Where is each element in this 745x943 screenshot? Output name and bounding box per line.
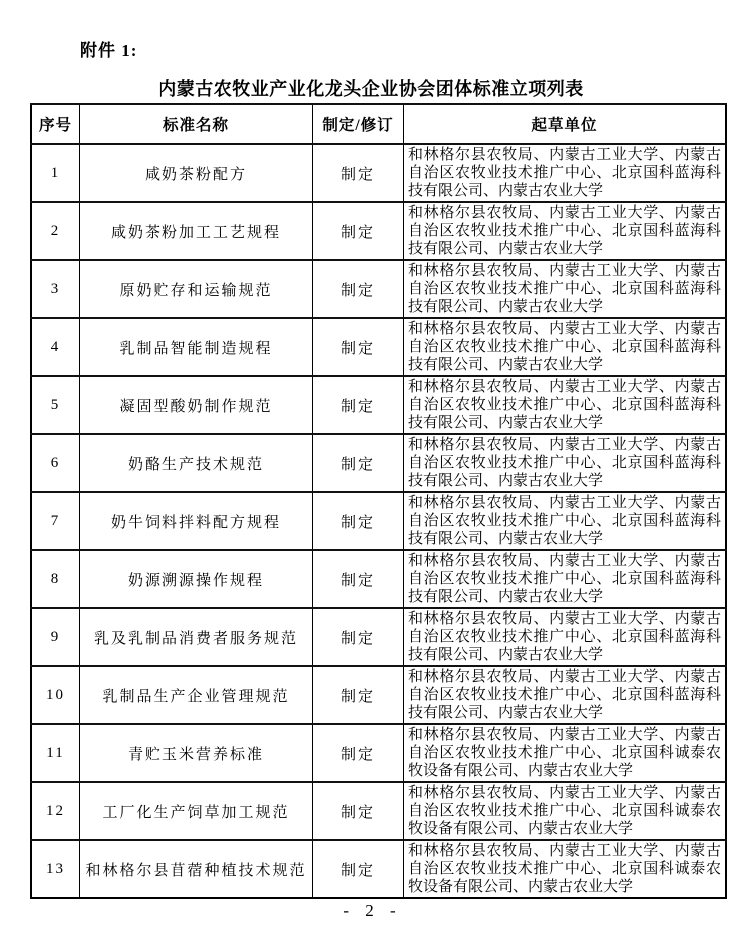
standard-name-cell: 乳制品智能制造规程 xyxy=(80,318,313,376)
drafting-unit-cell: 和林格尔县农牧局、内蒙古工业大学、内蒙古自治区农牧业技术推广中心、北京国科蓝海科技有限公司、内蒙古农业大学 xyxy=(404,376,727,434)
seq-cell: 9 xyxy=(31,608,80,666)
page-title: 内蒙古农牧业产业化龙头企业协会团体标准立项列表 xyxy=(158,79,584,99)
table-row xyxy=(31,608,726,666)
standard-name-cell: 原奶贮存和运输规范 xyxy=(80,260,313,318)
drafting-unit-cell: 和林格尔县农牧局、内蒙古工业大学、内蒙古自治区农牧业技术推广中心、北京国科蓝海科技有限公司、内蒙古农业大学 xyxy=(404,318,727,376)
seq-cell: 13 xyxy=(31,840,80,898)
drafting-unit-cell: 和林格尔县农牧局、内蒙古工业大学、内蒙古自治区农牧业技术推广中心、北京国科诚泰农牧设备有限公司、内蒙古农业大学 xyxy=(404,782,727,840)
drafting-unit-cell: 和林格尔县农牧局、内蒙古工业大学、内蒙古自治区农牧业技术推广中心、北京国科诚泰农牧设备有限公司、内蒙古农业大学 xyxy=(404,724,727,782)
table-row xyxy=(31,840,726,898)
table-row xyxy=(31,492,726,550)
table-row xyxy=(31,782,726,840)
standard-name-cell: 凝固型酸奶制作规范 xyxy=(80,376,313,434)
drafting-unit-cell: 和林格尔县农牧局、内蒙古工业大学、内蒙古自治区农牧业技术推广中心、北京国科蓝海科技有限公司、内蒙古农业大学 xyxy=(404,434,727,492)
seq-cell: 2 xyxy=(31,202,80,260)
table-row xyxy=(31,260,726,318)
column-header-standard-name: 标准名称 xyxy=(80,104,313,144)
seq-cell: 8 xyxy=(31,550,80,608)
seq-cell: 4 xyxy=(31,318,80,376)
drafting-unit-cell: 和林格尔县农牧局、内蒙古工业大学、内蒙古自治区农牧业技术推广中心、北京国科诚泰农牧设备有限公司、内蒙古农业大学 xyxy=(404,840,727,898)
column-header-seq: 序号 xyxy=(31,104,80,144)
formulate-cell: 制定 xyxy=(313,202,404,260)
seq-cell: 11 xyxy=(31,724,80,782)
standard-name-cell: 咸奶茶粉配方 xyxy=(80,144,313,202)
seq-cell: 5 xyxy=(31,376,80,434)
formulate-cell: 制定 xyxy=(313,608,404,666)
table-row xyxy=(31,666,726,724)
table-row xyxy=(31,550,726,608)
standard-name-cell: 咸奶茶粉加工工艺规程 xyxy=(80,202,313,260)
drafting-unit-cell: 和林格尔县农牧局、内蒙古工业大学、内蒙古自治区农牧业技术推广中心、北京国科蓝海科技有限公司、内蒙古农业大学 xyxy=(404,144,727,202)
drafting-unit-cell: 和林格尔县农牧局、内蒙古工业大学、内蒙古自治区农牧业技术推广中心、北京国科蓝海科技有限公司、内蒙古农业大学 xyxy=(404,666,727,724)
standard-name-cell: 奶牛饲料拌料配方规程 xyxy=(80,492,313,550)
drafting-unit-cell: 和林格尔县农牧局、内蒙古工业大学、内蒙古自治区农牧业技术推广中心、北京国科蓝海科技有限公司、内蒙古农业大学 xyxy=(404,202,727,260)
seq-cell: 1 xyxy=(31,144,80,202)
formulate-cell: 制定 xyxy=(313,492,404,550)
table-row xyxy=(31,318,726,376)
table-row xyxy=(31,202,726,260)
standard-name-cell: 奶酪生产技术规范 xyxy=(80,434,313,492)
seq-cell: 7 xyxy=(31,492,80,550)
column-header-drafting-unit: 起草单位 xyxy=(404,104,727,144)
table-row xyxy=(31,144,726,202)
formulate-cell: 制定 xyxy=(313,724,404,782)
formulate-cell: 制定 xyxy=(313,376,404,434)
formulate-cell: 制定 xyxy=(313,782,404,840)
standard-name-cell: 和林格尔县苜蓿种植技术规范 xyxy=(80,840,313,898)
page-number: - 2 - xyxy=(343,901,402,920)
seq-cell: 6 xyxy=(31,434,80,492)
table-row xyxy=(31,376,726,434)
formulate-cell: 制定 xyxy=(313,666,404,724)
formulate-cell: 制定 xyxy=(313,318,404,376)
formulate-cell: 制定 xyxy=(313,840,404,898)
seq-cell: 12 xyxy=(31,782,80,840)
formulate-cell: 制定 xyxy=(313,550,404,608)
drafting-unit-cell: 和林格尔县农牧局、内蒙古工业大学、内蒙古自治区农牧业技术推广中心、北京国科蓝海科技有限公司、内蒙古农业大学 xyxy=(404,550,727,608)
drafting-unit-cell: 和林格尔县农牧局、内蒙古工业大学、内蒙古自治区农牧业技术推广中心、北京国科蓝海科技有限公司、内蒙古农业大学 xyxy=(404,260,727,318)
standard-name-cell: 青贮玉米营养标准 xyxy=(80,724,313,782)
formulate-cell: 制定 xyxy=(313,434,404,492)
formulate-cell: 制定 xyxy=(313,260,404,318)
drafting-unit-cell: 和林格尔县农牧局、内蒙古工业大学、内蒙古自治区农牧业技术推广中心、北京国科蓝海科技有限公司、内蒙古农业大学 xyxy=(404,608,727,666)
table-header-row xyxy=(31,104,726,144)
table-row xyxy=(31,434,726,492)
formulate-cell: 制定 xyxy=(313,144,404,202)
seq-cell: 10 xyxy=(31,666,80,724)
column-header-formulate-revise: 制定/修订 xyxy=(313,104,404,144)
seq-cell: 3 xyxy=(31,260,80,318)
standard-name-cell: 乳制品生产企业管理规范 xyxy=(80,666,313,724)
standard-name-cell: 乳及乳制品消费者服务规范 xyxy=(80,608,313,666)
standard-name-cell: 工厂化生产饲草加工规范 xyxy=(80,782,313,840)
attachment-label: 附件 1: xyxy=(80,41,138,60)
drafting-unit-cell: 和林格尔县农牧局、内蒙古工业大学、内蒙古自治区农牧业技术推广中心、北京国科蓝海科技有限公司、内蒙古农业大学 xyxy=(404,492,727,550)
standard-name-cell: 奶源溯源操作规程 xyxy=(80,550,313,608)
standards-table xyxy=(30,103,727,899)
table-row xyxy=(31,724,726,782)
